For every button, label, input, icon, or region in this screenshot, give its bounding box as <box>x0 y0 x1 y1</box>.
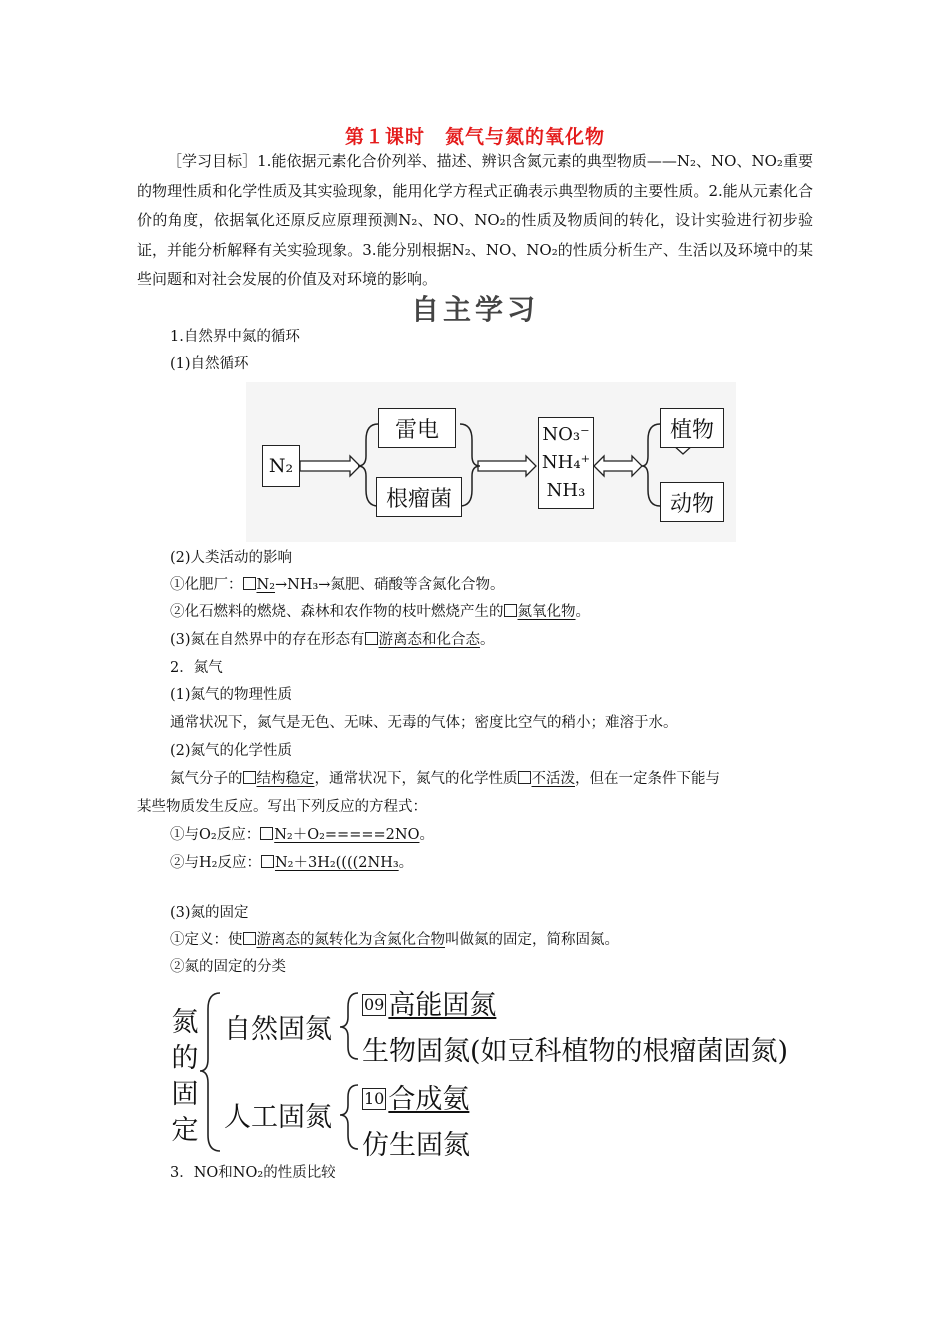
sub3-suffix: 。 <box>480 632 495 648</box>
s2-sub2: (2)氮气的化学性质 <box>170 743 293 759</box>
s1-sub2: (2)人类活动的影响 <box>170 550 293 566</box>
answer-box-icon <box>243 932 256 945</box>
chem-answer-2: 不活泼 <box>518 771 576 787</box>
s2-reaction-1: ①与O₂反应： N₂＋O₂=====2NO。 <box>170 827 434 843</box>
nitrogen-compounds-box <box>538 417 594 509</box>
artificial-fixation: 人工固氮 <box>224 1102 332 1133</box>
s1-sub1: (1)自然循环 <box>170 356 249 372</box>
nitrogen-cycle-diagram <box>246 382 736 542</box>
right-brace <box>460 424 480 506</box>
classification-root: 氮 的 固 定 <box>171 1007 199 1146</box>
s2-chem-line1: 氮气分子的 结构稳定，通常状况下，氮气的化学性质 不活泼，但在一定条件下能与 <box>170 771 720 787</box>
artificial-item-1: 10 合成氨 <box>364 1084 470 1115</box>
objectives-text: 1.能依据元素化合价列举、描述、辨识含氮元素的典型物质——N₂、NO、NO₂重要的物理性质和化学性质及其实验现象，能用化学方程式正确表示典型物质的主要性质。2.能从元素化合价的角度，依据氧化还原反应原理预测N₂、NO、NO₂的性质及物质间的转化，设计实验进行初步验证，并能分析解释有关实验现象。3.能分别根据N₂、NO、NO₂的性质分析生产、生活以及环境中的某些问题和对社会发展的价值及对环境的影响。 <box>137 152 813 288</box>
natural-item-1: 09 高能固氮 <box>364 990 497 1021</box>
definition-answer: 游离态的氮转化为含氮化合物 <box>243 932 446 948</box>
s1-heading: 1.自然界中氮的循环 <box>170 329 300 345</box>
natural-fixation: 自然固氮 <box>224 1014 332 1045</box>
answer-box-icon <box>518 771 531 784</box>
animal-box: 动物 <box>660 482 724 522</box>
s2-definition: ①定义：使 游离态的氮转化为含氮化合物叫做氮的固定，简称固氮。 <box>170 932 619 948</box>
lightning-box: 雷电 <box>378 408 456 448</box>
answer-number-10: 10 <box>364 1089 385 1108</box>
objectives-label: ［学习目标］ <box>167 152 258 170</box>
answer-number-09: 09 <box>364 995 385 1014</box>
sub3-prefix: (3)氮在自然界中的存在形态有 <box>170 632 365 648</box>
item2-prefix: ②化石燃料的燃烧、森林和农作物的枝叶燃烧产生的 <box>170 604 504 620</box>
item1-prefix: ①化肥厂： <box>170 577 243 593</box>
s2-chem-line2: 某些物质发生反应。写出下列反应的方程式： <box>137 799 427 815</box>
s1-item2 <box>170 602 590 622</box>
nh4-label: NH₄⁺ <box>541 452 591 473</box>
s2-physical: 通常状况下，氮气是无色、无味、无毒的气体；密度比空气的稍小；难溶于水。 <box>170 715 678 731</box>
hollow-arrow-2 <box>478 456 536 476</box>
s3-heading: 3．NO和NO₂的性质比较 <box>170 1165 336 1181</box>
item1-answer: N₂ <box>243 577 276 593</box>
sub3-answer: 游离态和化合态 <box>365 632 481 648</box>
double-arrow <box>594 456 642 476</box>
s2-reaction-2: ②与H₂反应： N₂＋3H₂((((2NH₃。 <box>170 855 414 871</box>
reaction-2-answer: N₂＋3H₂((((2NH₃ <box>261 855 399 871</box>
chem-answer-1: 结构稳定 <box>243 771 315 787</box>
no3-label: NO₃⁻ <box>542 424 590 445</box>
answer-box-icon <box>243 771 256 784</box>
item2-suffix: 。 <box>575 604 590 620</box>
bacteria-box: 根瘤菌 <box>376 477 462 517</box>
section-heading: 自主学习 <box>410 293 539 326</box>
item1-suffix: →NH₃→氮肥、硝酸等含氮化合物。 <box>275 577 505 593</box>
answer-box-icon <box>504 604 517 617</box>
learning-objectives <box>137 147 813 295</box>
s1-item1 <box>170 575 504 595</box>
s2-sub3: (3)氮的固定 <box>170 905 249 921</box>
natural-item-2: 生物固氮(如豆科植物的根瘤菌固氮) <box>362 1036 789 1067</box>
item2-answer: 氮氧化物 <box>504 604 576 620</box>
artificial-item-2: 仿生固氮 <box>362 1130 470 1161</box>
hollow-arrow-1 <box>300 456 360 476</box>
reaction-1-answer: N₂＋O₂=====2NO <box>260 827 419 843</box>
s2-sub1: (1)氮气的物理性质 <box>170 687 293 703</box>
plant-box: 植物 <box>660 408 724 448</box>
fixation-classification <box>168 985 848 1160</box>
answer-box-icon <box>261 855 274 868</box>
n2-box: N₂ <box>262 445 300 487</box>
s2-heading: 2．氮气 <box>170 660 223 676</box>
s1-sub3 <box>170 630 495 650</box>
plant-brace <box>642 424 660 506</box>
answer-box-icon <box>243 577 256 590</box>
s2-class-label: ②氮的固定的分类 <box>170 959 286 975</box>
answer-box-icon <box>260 827 273 840</box>
left-brace <box>358 424 378 506</box>
page-title: 第１课时 氮气与氮的氧化物 <box>344 126 605 148</box>
answer-box-icon <box>365 632 378 645</box>
nh3-label: NH₃ <box>546 480 586 501</box>
